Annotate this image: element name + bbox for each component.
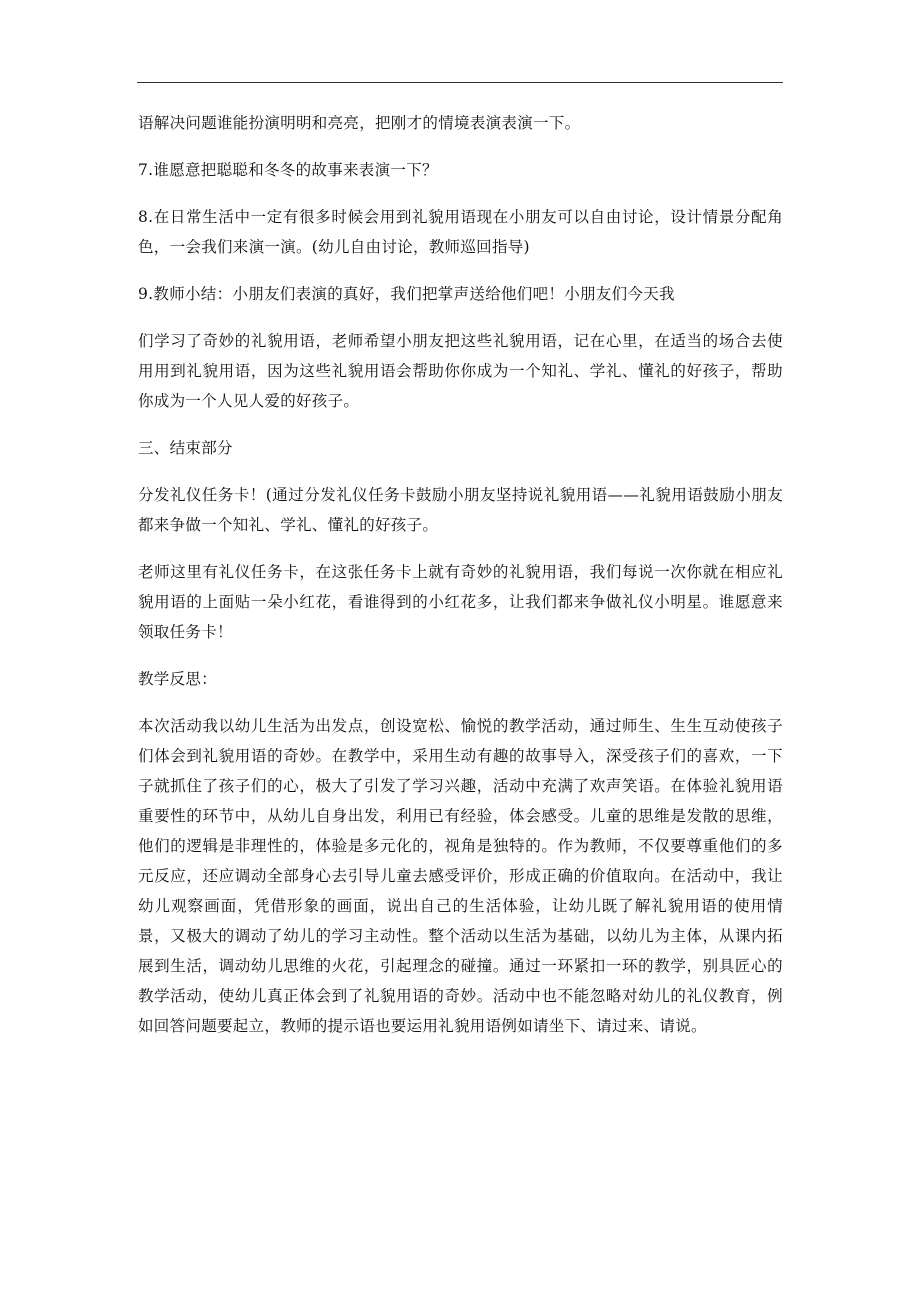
- paragraph-role-play: 语解决问题谁能扮演明明和亮亮，把刚才的情境表演表演一下。: [138, 114, 581, 132]
- document-body: [138, 108, 783, 1058]
- paragraph-step-7: 7.谁愿意把聪聪和冬冬的故事来表演一下？: [138, 161, 438, 179]
- section-heading-reflection: 教学反思：: [138, 670, 218, 688]
- header-rule: [137, 82, 783, 83]
- paragraph-step-8: 8.在日常生活中一定有很多时候会用到礼貌用语现在小朋友可以自由讨论，设计情景分配角色，一会我们来演一演。(幼儿自由讨论，教师巡回指导): [138, 208, 783, 256]
- paragraph-step-9: 9.教师小结：小朋友们表演的真好，我们把掌声送给他们吧！小朋友们今天我: [138, 285, 675, 303]
- paragraph-task-card-distribution: 分发礼仪任务卡！(通过分发礼仪任务卡鼓励小朋友坚持说礼貌用语——礼貌用语鼓励小朋友都来争做一个知礼、学礼、懂礼的好孩子。: [138, 486, 783, 534]
- paragraph-task-card-explanation: 老师这里有礼仪任务卡，在这张任务卡上就有奇妙的礼貌用语，我们每说一次你就在相应礼貌用语的上面贴一朵小红花，看谁得到的小红花多，让我们都来争做礼仪小明星。谁愿意来领取任务卡！: [138, 563, 783, 641]
- paragraph-reflection-body: 本次活动我以幼儿生活为出发点，创设宽松、愉悦的教学活动，通过师生、生生互动使孩子们体会到礼貌用语的奇妙。在教学中，采用生动有趣的故事导入，深受孩子们的喜欢，一下子就抓住了孩子们的心，极大了引发了学习兴趣，活动中充满了欢声笑语。在体验礼貌用语重要性的环节中，从幼儿自身出发，利用已有经验，体会感受。儿童的思维是发散的思维，他们的逻辑是非理性的，体验是多元化的，视角是独特的。作为教师，不仅要尊重他们的多元反应，还应调动全部身心去引导儿童去感受评价，形成正确的价值取向。在活动中，我让幼儿观察画面，凭借形象的画面，说出自己的生活体验，让幼儿既了解礼貌用语的使用情景，又极大的调动了幼儿的学习主动性。整个活动以生活为基础，以幼儿为主体，从课内拓展到生活，调动幼儿思维的火花，引起理念的碰撞。通过一环紧扣一环的教学，别具匠心的教学活动，使幼儿真正体会到了礼貌用语的奇妙。活动中也不能忽略对幼儿的礼仪教育，例如回答问题要起立，教师的提示语也要运用礼貌用语例如请坐下、请过来、请说。: [138, 717, 783, 1035]
- section-heading-ending: 三、结束部分: [138, 439, 233, 457]
- paragraph-step-9-continued: 们学习了奇妙的礼貌用语，老师希望小朋友把这些礼貌用语，记在心里，在适当的场合去使用用到礼貌用语，因为这些礼貌用语会帮助你你成为一个知礼、学礼、懂礼的好孩子，帮助你成为一个人见人爱的好孩子。: [138, 332, 783, 410]
